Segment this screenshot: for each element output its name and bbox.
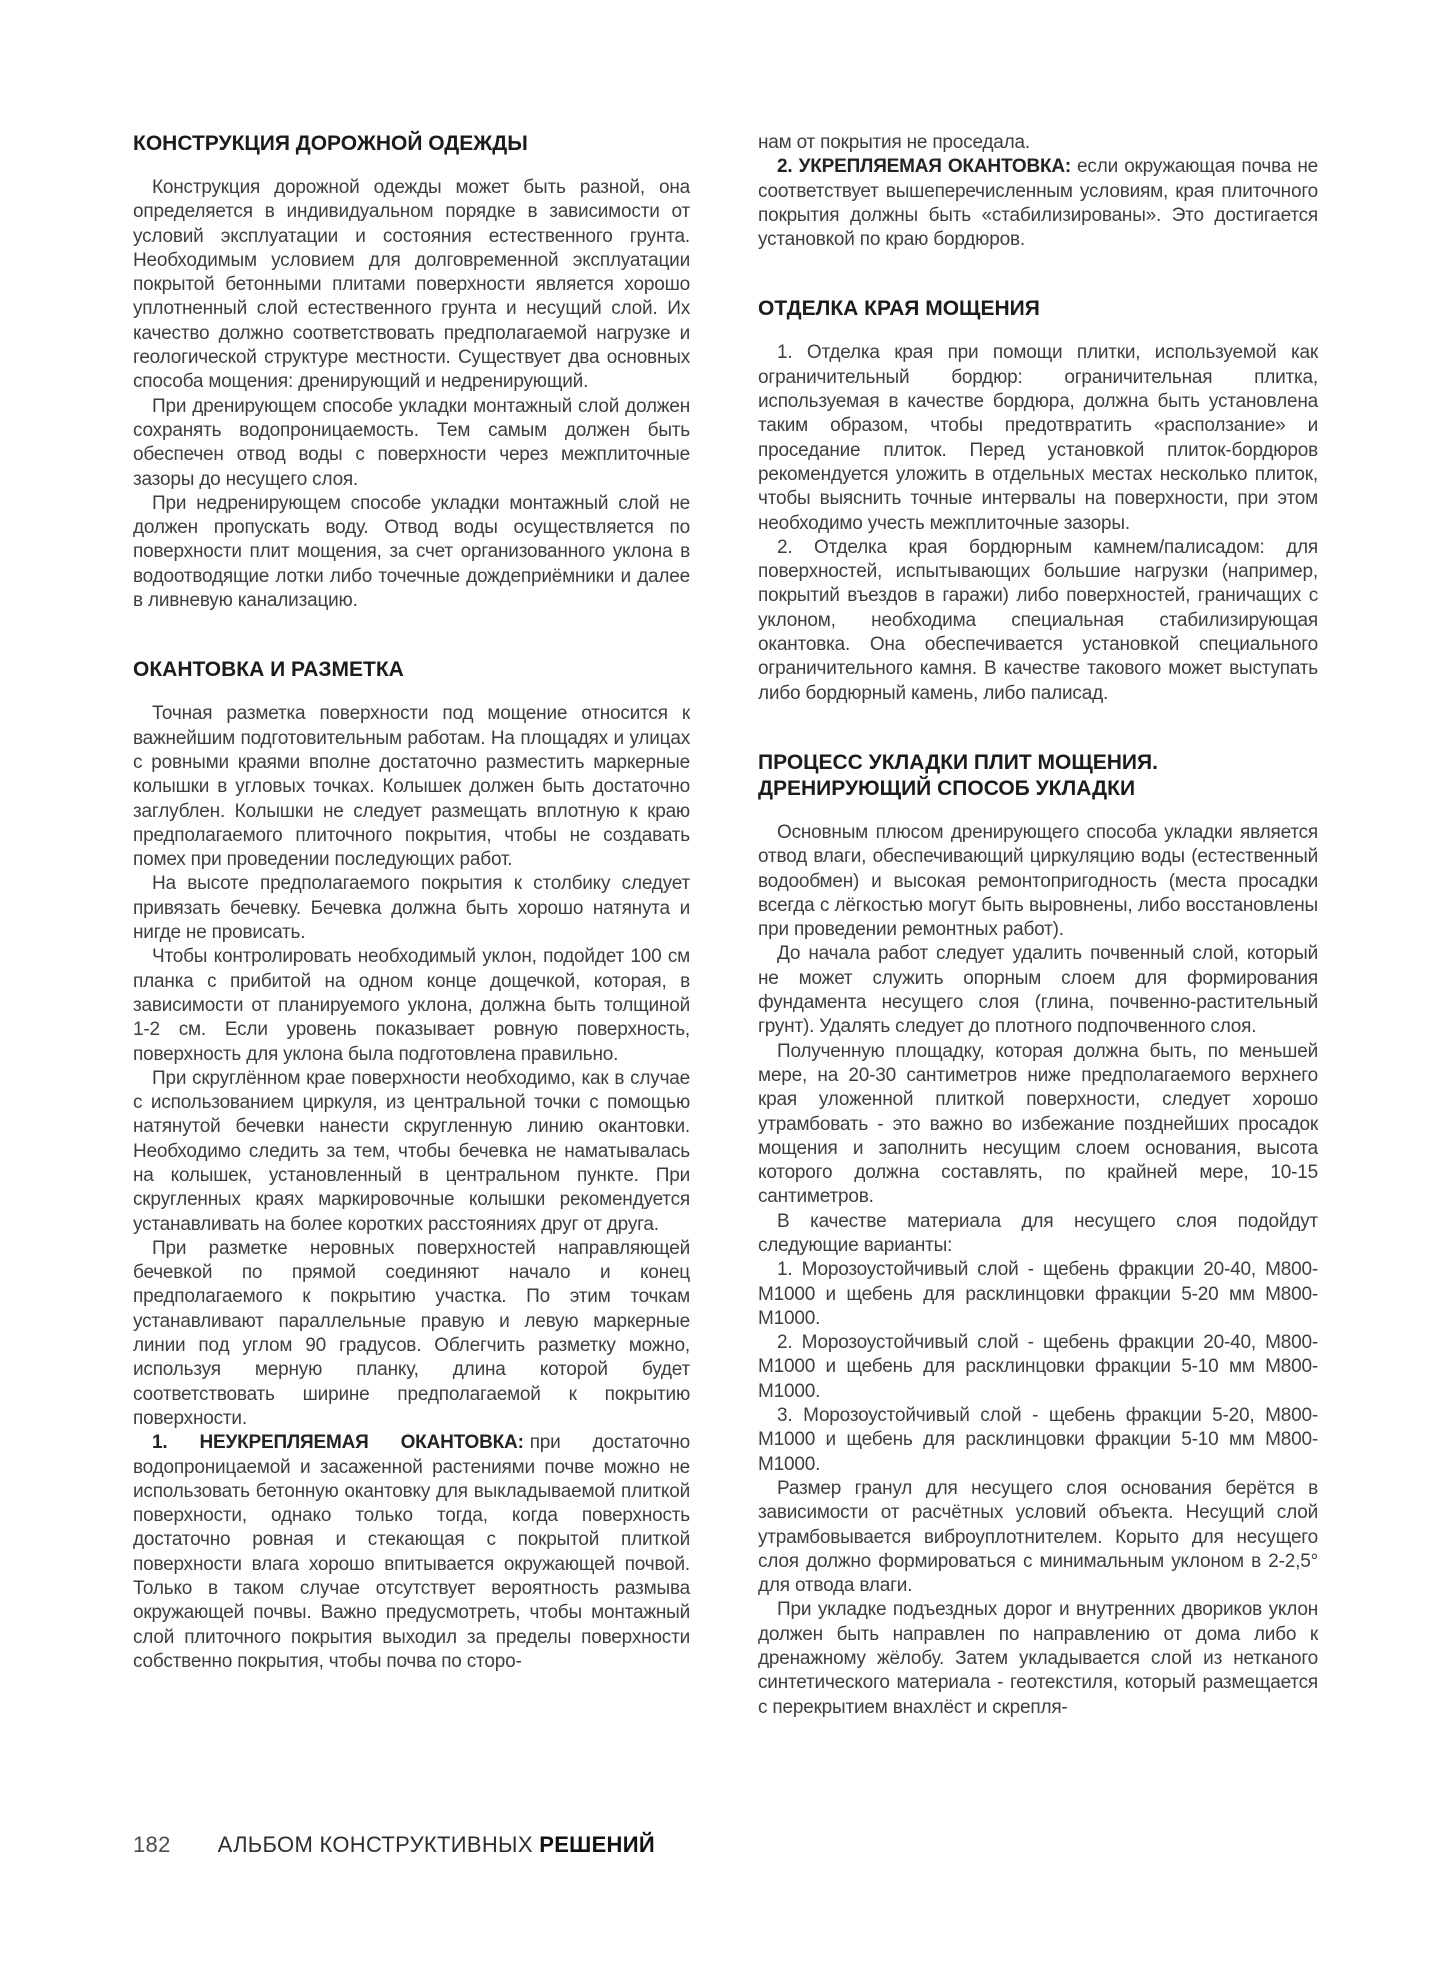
paragraph: Основным плюсом дренирующего способа укладки является отвод влаги, обеспечивающий циркуляцию воды (естественный водообмен) и высокая ремонтопригодность (места просадки всегда с лёгкостью могут быть выровнены, либо восстановлены при проведении ремонтных работ). (758, 821, 1318, 941)
paragraph: При скруглённом крае поверхности необходимо, как в случае с использованием циркуля, из центральной точки с помощью натянутой бечевки нанести скругленную линию окантовки. Необходимо следить за тем, чтобы бечевка не наматывалась на колышек, установленный в центральном пункте. При скругленных краях маркировочные колышки рекомендуется устанавливать на более коротких расстояниях друг от друга. (133, 1067, 690, 1235)
lead-label: 2. УКРЕПЛЯЕМАЯ ОКАНТОВКА: (777, 156, 1072, 178)
list-item: 3. Морозоустойчивый слой - щебень фракции 5-20, М800-М1000 и щебень для расклинцовки фракции 5-10 мм М800-М1000. (758, 1405, 1318, 1475)
section-heading-road-structure: КОНСТРУКЦИЯ ДОРОЖНОЙ ОДЕЖДЫ (133, 132, 528, 155)
section-heading-laying-process (758, 750, 1318, 802)
paragraph: Конструкция дорожной одежды может быть разной, она определяется в индивидуальном порядке в зависимости от условий эксплуатации и состояния естественного грунта. Необходимым условием для долговременной эксплуатации покрытой бетонными плитами поверхности является хорошо уплотненный слой естественного грунта и несущий слой. Их качество должно соответствовать предполагаемой нагрузке и геологической структуре местности. Существует два основных способа мощения: дренирующий и недренирующий. (133, 177, 690, 393)
paragraph: 1. Отделка края при помощи плитки, используемой как ограничительный бордюр: ограничительная плитка, используемая в качестве бордюра, должна быть установлена таким образом, чтобы предотвратить «расползание» и проседание плиток. Перед установкой плиток-бордюров рекомендуется уложить в отдельных местах несколько плиток, чтобы выяснить точные интервалы на поверхности, при этом необходимо учесть межплиточные зазоры. (758, 342, 1318, 534)
paragraph: Размер гранул для несущего слоя основания берётся в зависимости от расчётных условий объекта. Несущий слой утрамбовывается виброуплотнителем. Корыто для несущего слоя должно формироваться с минимальным уклоном в 2-2,5° для отвода влаги. (758, 1477, 1318, 1597)
page-footer (133, 1832, 655, 1858)
lead-rest: если окружающая почва не соответствует вышеперечисленным условиям, края плиточного покрытия должны быть «стабилизированы». Это достигается установкой по краю бордюров. (758, 156, 1318, 251)
paragraph: При разметке неровных поверхностей направляющей бечевкой по прямой соединяют начало и конец предполагаемого к покрытию участка. По этим точкам устанавливают параллельные правую и левую маркерные линии под углом 90 градусов. Облегчить разметку можно, используя мерную планку, длина которой будет соответствовать ширине предполагаемой к покрытию поверхности. (133, 1237, 690, 1429)
paragraph: 2. Отделка края бордюрным камнем/палисадом: для поверхностей, испытывающих большие нагрузки (например, покрытий въездов в гаражи) либо поверхностей, граничащих с уклоном, необходима специальная стабилизирующая окантовка. Она обеспечивается установкой специального ограничительного камня. В качестве такового может выступать либо бордюрный камень, либо палисад. (758, 536, 1318, 704)
list-item: 1. Морозоустойчивый слой - щебень фракции 20-40, М800-М1000 и щебень для расклинцовки фракции 5-20 мм М800-М1000. (758, 1259, 1318, 1329)
paragraph: В качестве материала для несущего слоя подойдут следующие варианты: (758, 1210, 1318, 1256)
paragraph: До начала работ следует удалить почвенный слой, который не может служить опорным слоем для формирования фундамента несущего слоя (глина, почвенно-растительный грунт). Удалять следует до плотного подпочвенного слоя. (758, 943, 1318, 1038)
right-column (758, 131, 1318, 1720)
left-column (133, 131, 690, 1674)
heading-line-2: ДРЕНИРУЮЩИЙ СПОСОБ УКЛАДКИ (758, 776, 1136, 800)
paragraph: Чтобы контролировать необходимый уклон, подойдет 100 см планка с прибитой на одном конце дощечкой, которая, в зависимости от планируемого уклона, должна быть толщиной 1-2 см. Если уровень показывает ровную поверхность, поверхность для уклона была подготовлена правильно. (133, 946, 690, 1065)
page-number: 182 (133, 1832, 171, 1857)
paragraph: При дренирующем способе укладки монтажный слой должен сохранять водопроницаемость. Тем самым должен быть обеспечен отвод воды с поверхности через межплиточные зазоры до несущего слоя. (133, 395, 690, 490)
paragraph: На высоте предполагаемого покрытия к столбику следует привязать бечевку. Бечевка должна быть хорошо натянута и нигде не провисать. (133, 873, 690, 944)
section-heading-edge-finishing: ОТДЕЛКА КРАЯ МОЩЕНИЯ (758, 297, 1040, 321)
paragraph-continuation: нам от покрытия не проседала. (758, 132, 1031, 153)
paragraph-with-lead (758, 155, 1318, 252)
paragraph: Полученную площадку, которая должна быть, по меньшей мере, на 20-30 сантиметров ниже предполагаемого верхнего края уложенной плиткой поверхности, следует хорошо утрамбовать - это важно во избежание позднейших просадок мощения и заполнить несущим слоем основания, высота которого должна составлять, по крайней мере, 10-15 сантиметров. (758, 1040, 1318, 1208)
book-title-bold: РЕШЕНИЙ (539, 1832, 655, 1857)
heading-line-1: ПРОЦЕСС УКЛАДКИ ПЛИТ МОЩЕНИЯ. (758, 750, 1158, 774)
paragraph: При недренирующем способе укладки монтажный слой не должен пропускать воду. Отвод воды осуществляется по поверхности плит мощения, за счет организованного уклона в водоотводящие лотки либо точечные дождеприёмники и далее в ливневую канализацию. (133, 492, 690, 612)
book-title (218, 1832, 655, 1858)
lead-rest: при достаточно водопроницаемой и засаженной растениями почве можно не использовать бетонную окантовку для выкладываемой плиткой поверхности, однако только тогда, когда поверхность достаточно ровная и стекающая с покрытой плиткой поверхности влага хорошо впитывается окружающей почвой. Только в таком случае отсутствует вероятность размыва окружающей почвы. Важно предусмотреть, чтобы монтажный слой плиточного покрытия выходил за пределы поверхности собственно покрытия, чтобы почва по сторо- (133, 1432, 690, 1672)
section-heading-edging-marking: ОКАНТОВКА И РАЗМЕТКА (133, 658, 404, 682)
paragraph: Точная разметка поверхности под мощение относится к важнейшим подготовительным работам. На площадях и улицах с ровными краями вполне достаточно разместить маркерные колышки в угловых точках. Колышек должен быть достаточно заглублен. Колышки не следует размещать вплотную к краю предполагаемого плиточного покрытия, чтобы не создавать помех при проведении последующих работ. (133, 703, 690, 871)
paragraph: При укладке подъездных дорог и внутренних двориков уклон должен быть направлен по направлению от дома либо к дренажному жёлобу. Затем укладывается слой из нетканого синтетического материала - геотекстиля, который размещается с перекрытием внахлёст и скрепля- (758, 1599, 1318, 1718)
book-title-regular: АЛЬБОМ КОНСТРУКТИВНЫХ (217, 1832, 533, 1857)
paragraph-with-lead (133, 1431, 690, 1674)
list-item: 2. Морозоустойчивый слой - щебень фракции 20-40, М800-М1000 и щебень для расклинцовки фракции 5-10 мм М800-М1000. (758, 1332, 1318, 1402)
lead-label: 1. НЕУКРЕПЛЯЕМАЯ ОКАНТОВКА: (152, 1432, 524, 1454)
